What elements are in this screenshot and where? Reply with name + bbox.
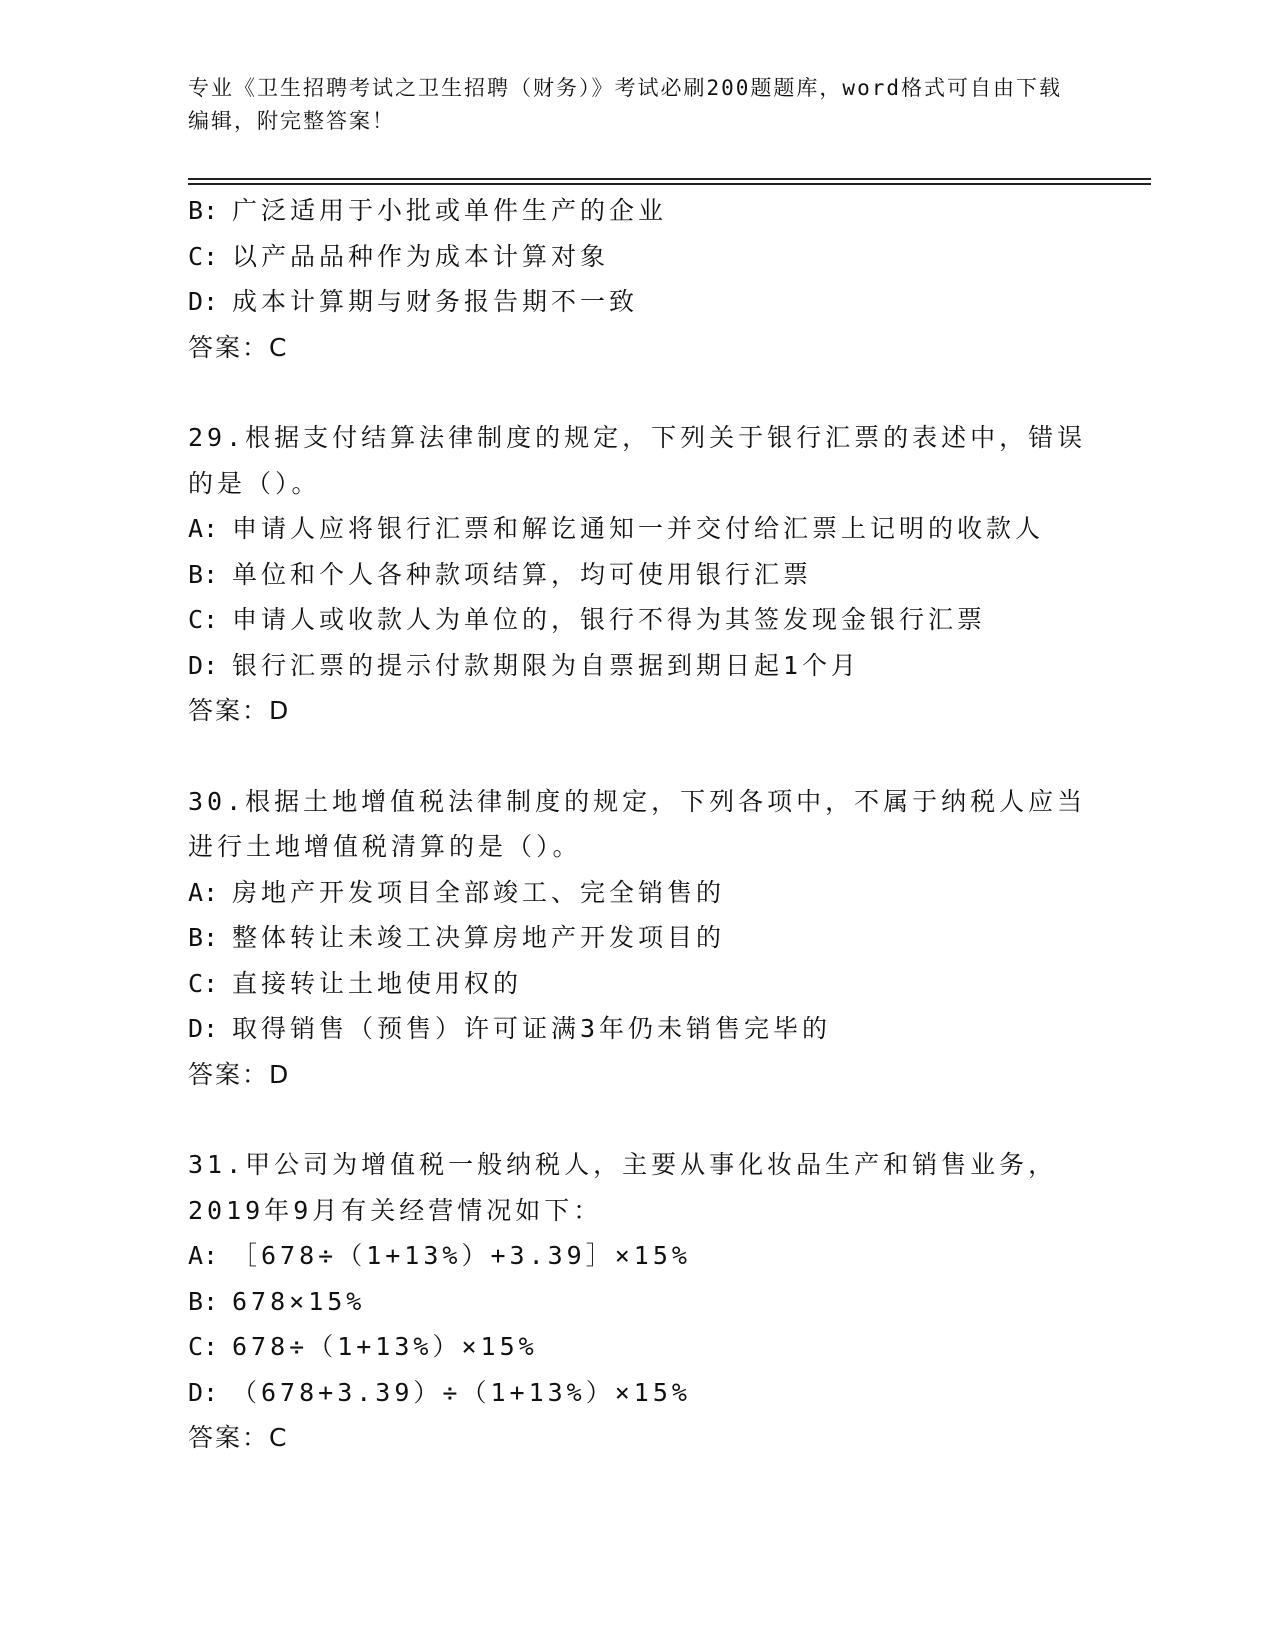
- answer: 答案：C: [188, 332, 289, 362]
- question-29: [188, 415, 1088, 734]
- header-rule-bottom: [188, 183, 1151, 185]
- question-stem: 30.根据土地增值税法律制度的规定，下列各项中，不属于纳税人应当进行土地增值税清算的是（）。: [188, 786, 1087, 861]
- option-text: 成本计算期与财务报告期不一致: [232, 287, 639, 316]
- option-c: [188, 1324, 1088, 1370]
- question-31: [188, 1142, 1088, 1461]
- option-text: 678×15%: [232, 1286, 366, 1316]
- option-mark: D:: [188, 650, 219, 680]
- answer: 答案：D: [188, 696, 291, 725]
- answer: 答案：C: [188, 1423, 289, 1452]
- option-b: [188, 1279, 1088, 1325]
- option-a: [188, 870, 1088, 916]
- option-text: 直接转让土地使用权的: [232, 968, 523, 998]
- page-content: [188, 188, 1088, 1461]
- option-d: [188, 1006, 1088, 1052]
- option-b: [188, 552, 1088, 598]
- option-text: 房地产开发项目全部竣工、完全销售的: [232, 877, 726, 907]
- option-text: 单位和个人各种款项结算，均可使用银行汇票: [232, 559, 813, 589]
- option-mark: B:: [188, 196, 219, 225]
- question-fragment: [188, 188, 1088, 370]
- option-mark: D:: [188, 1014, 219, 1043]
- option-d: [188, 279, 1088, 325]
- option-mark: D:: [188, 1377, 219, 1407]
- option-d: [188, 643, 1088, 689]
- option-c: [188, 597, 1088, 643]
- option-mark: C:: [188, 1332, 219, 1361]
- option-text: （678+3.39）÷（1+13%）×15%: [232, 1377, 691, 1407]
- option-text: 取得销售（预售）许可证满3年仍未销售完毕的: [232, 1014, 832, 1043]
- option-mark: D:: [188, 287, 219, 316]
- option-text: 整体转让未竣工决算房地产开发项目的: [232, 923, 726, 952]
- option-mark: A:: [188, 1241, 219, 1270]
- option-mark: A:: [188, 514, 219, 543]
- option-text: 申请人或收款人为单位的，银行不得为其签发现金银行汇票: [232, 605, 987, 634]
- page-header: 专业《卫生招聘考试之卫生招聘（财务）》考试必刷200题题库，word格式可自由下载编辑，附完整答案！: [188, 76, 1062, 133]
- spacer: [188, 370, 1088, 415]
- option-text: 申请人应将银行汇票和解讫通知一并交付给汇票上记明的收款人: [232, 514, 1045, 543]
- option-c: [188, 961, 1088, 1007]
- answer: 答案：D: [188, 1059, 291, 1089]
- option-text: ［678÷（1+13%）+3.39］×15%: [232, 1241, 691, 1270]
- option-text: 以产品品种作为成本计算对象: [232, 241, 610, 271]
- spacer: [188, 734, 1088, 779]
- question-30: [188, 779, 1088, 1098]
- option-mark: B:: [188, 559, 219, 589]
- option-text: 银行汇票的提示付款期限为自票据到期日起1个月: [232, 650, 861, 680]
- option-mark: C:: [188, 968, 219, 998]
- option-a: [188, 506, 1088, 552]
- option-mark: C:: [188, 241, 219, 271]
- option-mark: A:: [188, 877, 219, 907]
- option-c: [188, 234, 1088, 280]
- question-stem: 29.根据支付结算法律制度的规定，下列关于银行汇票的表述中，错误的是（）。: [188, 423, 1087, 498]
- option-b: [188, 188, 1088, 234]
- spacer: [188, 1097, 1088, 1142]
- option-b: [188, 915, 1088, 961]
- header-rule-top: [188, 178, 1151, 180]
- question-stem: 31.甲公司为增值税一般纳税人，主要从事化妆品生产和销售业务，2019年9月有关经营情况如下：: [188, 1150, 1058, 1225]
- option-mark: C:: [188, 605, 219, 634]
- option-d: [188, 1370, 1088, 1416]
- option-text: 广泛适用于小批或单件生产的企业: [232, 196, 668, 225]
- option-mark: B:: [188, 923, 219, 952]
- option-text: 678÷（1+13%）×15%: [232, 1332, 538, 1361]
- option-a: [188, 1233, 1088, 1279]
- option-mark: B:: [188, 1286, 219, 1316]
